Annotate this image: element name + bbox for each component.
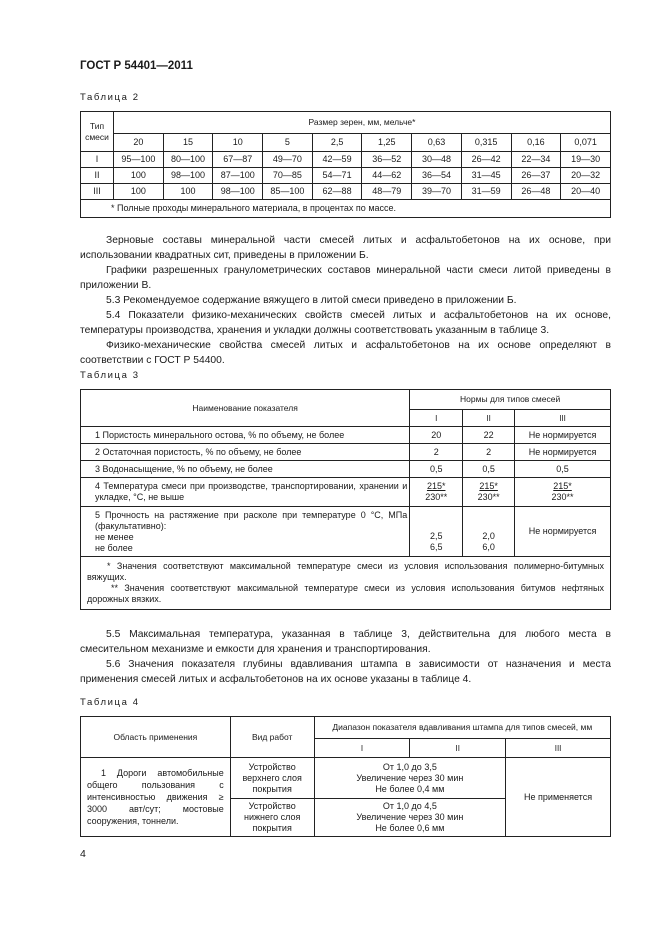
- table2-size-header: Размер зерен, мм, мельче*: [113, 112, 610, 134]
- table2-cell: 95—100: [113, 152, 163, 168]
- table3-cell: 0,5: [410, 461, 463, 478]
- table3-row-name: 1 Пористость минерального остова, % по объему, не более: [81, 427, 410, 444]
- table2-cell: 87—100: [213, 168, 263, 184]
- table-row: [81, 152, 611, 168]
- table2-cell: 62—88: [312, 184, 362, 200]
- paragraph: 5.6 Значения показателя глубины вдавливания штампа в зависимости от назначения и места применения смесей литых и асфальтобетонов на их основе указаны в таблице 4.: [80, 659, 611, 685]
- strength-max-label: не более: [95, 543, 133, 553]
- table2-cell: 36—52: [362, 152, 412, 168]
- table-row: [81, 168, 611, 184]
- range-line: Не более 0,4 мм: [375, 783, 445, 794]
- table3: [80, 389, 611, 610]
- table3-cell: [410, 478, 463, 507]
- table2-footnote: * Полные проходы минерального материала, в процентах по массе.: [81, 200, 611, 218]
- table4-type: II: [410, 739, 506, 758]
- table-row: [81, 427, 611, 444]
- table3-caption: Таблица 3: [80, 370, 140, 381]
- table3-cell: Не нормируется: [515, 507, 611, 557]
- table3-cell: 0,5: [515, 461, 611, 478]
- table2-size: 0,315: [461, 134, 511, 152]
- table-row: [81, 184, 611, 200]
- paragraph: Зерновые составы минеральной части смесей литых и асфальтобетонов на их основе, при использовании квадратных сит, приведены в приложении Б.: [80, 235, 611, 261]
- table2-cell: 44—62: [362, 168, 412, 184]
- table4-type: III: [506, 739, 611, 758]
- table2-row-type: III: [81, 184, 114, 200]
- body-text-1: [80, 233, 611, 368]
- table2-size: 0,071: [561, 134, 611, 152]
- table4-work-cell: Устройство нижнего слоя покрытия: [230, 799, 314, 837]
- table4-type: I: [314, 739, 410, 758]
- table-row: [81, 758, 611, 799]
- temp-top: 215*: [553, 481, 572, 491]
- table4-area-cell: 1 Дороги автомобильные общего пользования с интенсивностью движения ≥ 3000 авт/сут; мостовые сооружения, тоннели.: [81, 758, 231, 837]
- standard-header: ГОСТ Р 54401—2011: [80, 60, 193, 72]
- table3-footnote: ** Значения соответствуют максимальной температуре смеси из условия использования битумов нефтяных дорожных вязких.: [87, 583, 604, 604]
- table4-work-cell: Устройство верхнего слоя покрытия: [230, 758, 314, 799]
- table2: [80, 111, 611, 218]
- table-row: [81, 444, 611, 461]
- table2-cell: 67—87: [213, 152, 263, 168]
- strength-max: 6,0: [482, 542, 495, 552]
- table2-cell: 100: [163, 184, 213, 200]
- table2-row-type: II: [81, 168, 114, 184]
- table2-cell: 22—34: [511, 152, 561, 168]
- table2-cell: 100: [113, 184, 163, 200]
- table3-cell: [515, 478, 611, 507]
- strength-label: 5 Прочность на растяжение при расколе при температуре 0 °С, МПа (факультативно):: [95, 510, 408, 531]
- table4-range-cell: [314, 799, 506, 837]
- table3-cell: [410, 507, 463, 557]
- table2-cell: 26—42: [461, 152, 511, 168]
- table2-size: 1,25: [362, 134, 412, 152]
- table3-norms-header: Нормы для типов смесей: [410, 390, 611, 410]
- table2-cell: 98—100: [213, 184, 263, 200]
- table2-cell: 98—100: [163, 168, 213, 184]
- strength-max: 6,5: [429, 542, 443, 552]
- table2-cell: 20—32: [561, 168, 611, 184]
- temp-bottom: 230**: [551, 492, 574, 502]
- table3-cell: [463, 507, 515, 557]
- table2-cell: 19—30: [561, 152, 611, 168]
- table3-cell: [463, 478, 515, 507]
- table2-cell: 39—70: [412, 184, 462, 200]
- table2-cell: 80—100: [163, 152, 213, 168]
- table3-cell: 0,5: [463, 461, 515, 478]
- table-row: [81, 461, 611, 478]
- table3-cell: 22: [463, 427, 515, 444]
- body-text-2: [80, 627, 611, 687]
- table2-cell: 85—100: [263, 184, 313, 200]
- table2-size: 5: [263, 134, 313, 152]
- paragraph: Физико-механические свойства смесей литых и асфальтобетонов на их основе определяют в соответствии с ГОСТ Р 54400.: [80, 340, 611, 366]
- table2-cell: 26—48: [511, 184, 561, 200]
- range-line: От 1,0 до 3,5: [382, 761, 437, 772]
- table3-type: III: [515, 410, 611, 427]
- temp-top: 215*: [426, 481, 446, 491]
- page-number: 4: [80, 848, 86, 860]
- paragraph: 5.4 Показатели физико-механических свойств смесей литых и асфальтобетонов на их основе, температуры производства, хранения и укладки должны соответствовать указанным в таблице 3.: [80, 310, 611, 336]
- table2-cell: 70—85: [263, 168, 313, 184]
- strength-min: 2,0: [482, 531, 495, 541]
- table2-cell: 48—79: [362, 184, 412, 200]
- table2-cell: 31—45: [461, 168, 511, 184]
- paragraph: Графики разрешенных гранулометрических составов минеральной части смеси литой приведены в приложении В.: [80, 265, 611, 291]
- table2-sizes-row: [81, 134, 611, 152]
- table3-cell: 2: [410, 444, 463, 461]
- temp-bottom: 230**: [425, 492, 448, 502]
- temp-top: 215*: [479, 481, 498, 491]
- table2-size: 10: [213, 134, 263, 152]
- table4-range-header: Диапазон показателя вдавливания штампа для типов смесей, мм: [314, 717, 610, 739]
- table2-row-type: I: [81, 152, 114, 168]
- table3-type: I: [410, 410, 463, 427]
- table3-cell: Не нормируется: [515, 444, 611, 461]
- paragraph: 5.3 Рекомендуемое содержание вяжущего в литой смеси приведено в приложении Б.: [106, 295, 517, 306]
- table2-size: 15: [163, 134, 213, 152]
- paragraph: 5.5 Максимальная температура, указанная в таблице 3, действительна для любого места в смесительном механизме и емкости для хранения и транспортирования.: [80, 629, 611, 655]
- table3-type: II: [463, 410, 515, 427]
- table4-range-cell: [314, 758, 506, 799]
- table3-name-header: Наименование показателя: [81, 390, 410, 427]
- temp-bottom: 230**: [477, 492, 500, 502]
- range-line: От 1,0 до 4,5: [382, 801, 437, 811]
- table2-type-header: Тип смеси: [81, 112, 114, 152]
- table3-row-name: 2 Остаточная пористость, % по объему, не более: [81, 444, 410, 461]
- table2-size: 0,16: [511, 134, 561, 152]
- table3-footnote: * Значения соответствуют максимальной температуре смеси из условия использования полимерно-битумных вяжущих.: [87, 561, 604, 582]
- table3-footnotes: [81, 557, 611, 610]
- table4: [80, 716, 611, 837]
- strength-min-label: не менее: [95, 532, 134, 542]
- table2-cell: 31—59: [461, 184, 511, 200]
- table2-size: 20: [113, 134, 163, 152]
- table3-cell: Не нормируется: [515, 427, 611, 444]
- table2-size: 0,63: [412, 134, 462, 152]
- table2-size: 2,5: [312, 134, 362, 152]
- table2-caption: Таблица 2: [80, 92, 140, 103]
- range-line: Не более 0,6 мм: [375, 823, 445, 833]
- table3-row-name: 3 Водонасыщение, % по объему, не более: [81, 461, 410, 478]
- table4-area-header: Область применения: [81, 717, 231, 758]
- table-row: [81, 478, 611, 507]
- table2-cell: 54—71: [312, 168, 362, 184]
- range-line: Увеличение через 30 мин: [356, 772, 464, 783]
- table2-cell: 49—70: [263, 152, 313, 168]
- table2-cell: 30—48: [412, 152, 462, 168]
- range-line: Увеличение через 30 мин: [356, 812, 464, 822]
- strength-min: 2,5: [429, 531, 443, 541]
- table4-caption: Таблица 4: [80, 697, 140, 708]
- table2-cell: 100: [113, 168, 163, 184]
- table2-cell: 26—37: [511, 168, 561, 184]
- table3-row-name: 4 Температура смеси при производстве, транспортировании, хранении и укладке, °С, не выше: [81, 478, 410, 507]
- table3-cell: 20: [410, 427, 463, 444]
- table3-cell: 2: [463, 444, 515, 461]
- table4-work-header: Вид работ: [230, 717, 314, 758]
- table2-cell: 36—54: [412, 168, 462, 184]
- table-row: [81, 507, 611, 557]
- table3-row-name: [81, 507, 410, 557]
- table2-cell: 42—59: [312, 152, 362, 168]
- table4-type3-cell: Не применяется: [506, 758, 611, 837]
- table2-cell: 20—40: [561, 184, 611, 200]
